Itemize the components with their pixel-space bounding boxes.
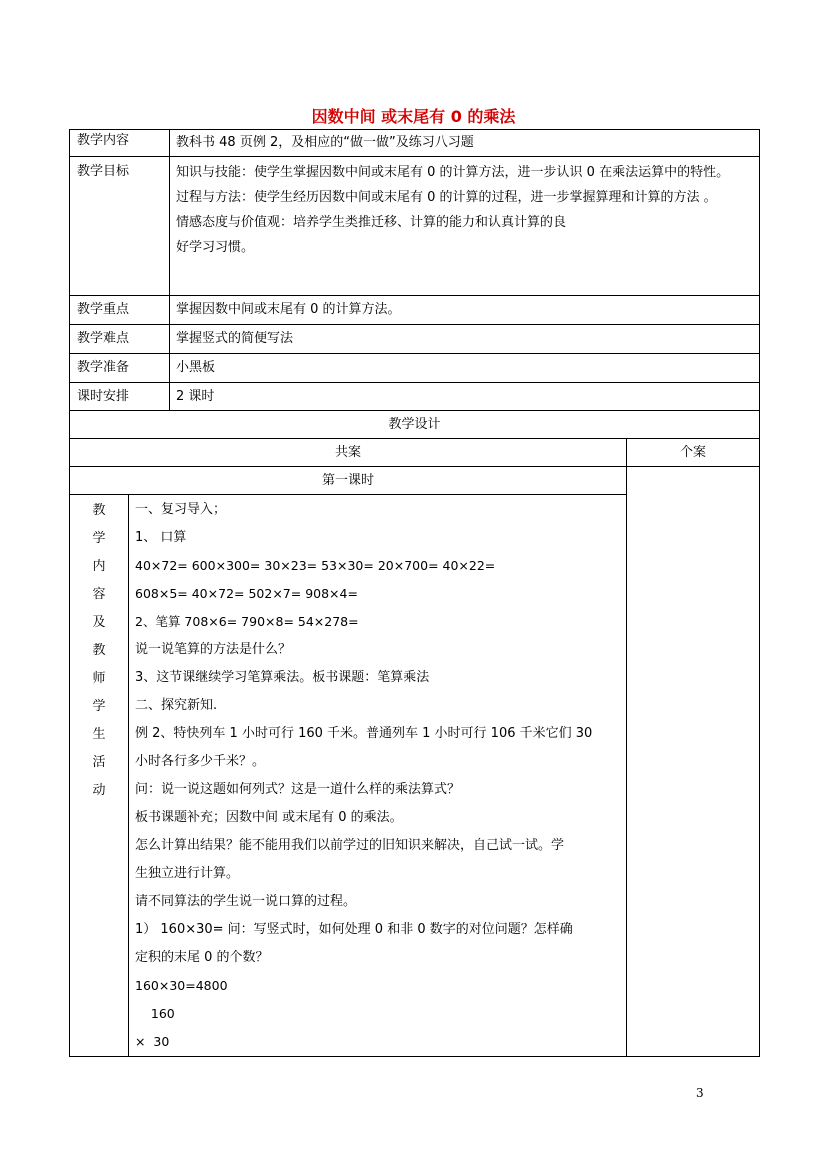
activity-line: 请不同算法的学生说一说口算的过程。 — [135, 894, 357, 909]
lesson-plan-table — [69, 129, 760, 1057]
objectives-label: 教学目标 — [70, 157, 170, 296]
side-char: 及 — [92, 615, 106, 630]
individual-plan-header: 个案 — [627, 439, 760, 467]
activity-line: 608×5= 40×72= 502×7= 908×4= — [135, 586, 358, 601]
side-char: 生 — [92, 727, 106, 742]
activity-line: 生独立进行计算。 — [135, 866, 240, 881]
side-char: 活 — [92, 755, 106, 770]
row-objectives — [70, 157, 760, 296]
activity-line: × 30 — [135, 1034, 170, 1049]
objective-knowledge: 知识与技能：使学生掌握因数中间或末尾有 0 的计算方法，进一步认识 0 在乘法运算中的特性。 — [176, 165, 730, 180]
key-point-label: 教学重点 — [70, 296, 170, 325]
row-lesson — [70, 467, 760, 495]
page-number: 3 — [696, 1086, 704, 1100]
activity-line: 板书课题补充；因数中间 或末尾有 0 的乘法。 — [135, 810, 403, 825]
activity-line: 1） 160×30= 问：写竖式时，如何处理 0 和非 0 数字的对位问题？怎样确 — [135, 922, 573, 937]
lesson-heading: 第一课时 — [70, 467, 627, 495]
row-content — [70, 130, 760, 157]
row-preparation — [70, 354, 760, 383]
activity-line: 定积的末尾 0 的个数？ — [135, 950, 269, 965]
side-char: 师 — [92, 671, 106, 686]
row-design-heading — [70, 411, 760, 439]
activity-line: 说一说笔算的方法是什么？ — [135, 642, 292, 657]
activity-line: 问：说一说这题如何列式？这是一道什么样的乘法算式？ — [135, 782, 461, 797]
difficulty-label: 教学难点 — [70, 325, 170, 354]
activity-line: 160 — [135, 1006, 175, 1021]
side-char: 内 — [92, 559, 106, 574]
key-point-value: 掌握因数中间或末尾有 0 的计算方法。 — [170, 296, 760, 325]
activity-line: 3、这节课继续学习笔算乘法。板书课题：笔算乘法 — [135, 670, 430, 685]
activity-line: 怎么计算出结果？能不能用我们以前学过的旧知识来解决，自己试一试。学 — [135, 838, 565, 853]
activity-line: 40×72= 600×300= 30×23= 53×30= 20×700= 40×22= — [135, 558, 496, 573]
objectives-value — [170, 157, 760, 296]
row-shared-individual — [70, 439, 760, 467]
row-difficulty — [70, 325, 760, 354]
row-schedule — [70, 383, 760, 411]
activity-line: 160×30=4800 — [135, 978, 228, 993]
side-char: 教 — [92, 503, 106, 518]
row-key-point — [70, 296, 760, 325]
schedule-label: 课时安排 — [70, 383, 170, 411]
activity-line: 小时各行多少千米？。 — [135, 754, 266, 769]
objective-attitude: 情感态度与价值观：培养学生类推迁移、计算的能力和认真计算的良 — [176, 215, 567, 230]
document-title: 因数中间 或末尾有 0 的乘法 — [311, 107, 516, 126]
objective-process: 过程与方法：使学生经历因数中间或末尾有 0 的计算的过程，进一步掌握算理和计算的方法 。 — [176, 190, 717, 205]
design-heading: 教学设计 — [70, 411, 760, 439]
activity-side-label — [70, 495, 129, 1057]
side-char: 教 — [92, 643, 106, 658]
side-char: 动 — [92, 783, 106, 798]
side-char: 容 — [92, 587, 106, 602]
preparation-label: 教学准备 — [70, 354, 170, 383]
individual-plan-cell — [627, 467, 760, 1057]
preparation-value: 小黑板 — [170, 354, 760, 383]
side-char: 学 — [92, 531, 106, 546]
content-value: 教科书 48 页例 2，及相应的“做一做”及练习八习题 — [170, 130, 760, 157]
shared-plan-header: 共案 — [70, 439, 627, 467]
side-char: 学 — [92, 699, 106, 714]
activity-line: 1、 口算 — [135, 530, 187, 545]
activity-line: 一、复习导入； — [135, 502, 227, 517]
activity-line: 例 2、特快列车 1 小时可行 160 千米。普通列车 1 小时可行 106 千米它们 30 — [135, 726, 593, 741]
activity-line: 2、笔算 708×6= 790×8= 54×278= — [135, 614, 359, 629]
schedule-value: 2 课时 — [170, 383, 760, 411]
objective-attitude-cont: 好学习习惯。 — [176, 240, 255, 255]
activity-line: 二、探究新知. — [135, 698, 218, 713]
content-label: 教学内容 — [70, 130, 170, 157]
difficulty-value: 掌握竖式的简便写法 — [170, 325, 760, 354]
activity-content — [129, 495, 627, 1057]
